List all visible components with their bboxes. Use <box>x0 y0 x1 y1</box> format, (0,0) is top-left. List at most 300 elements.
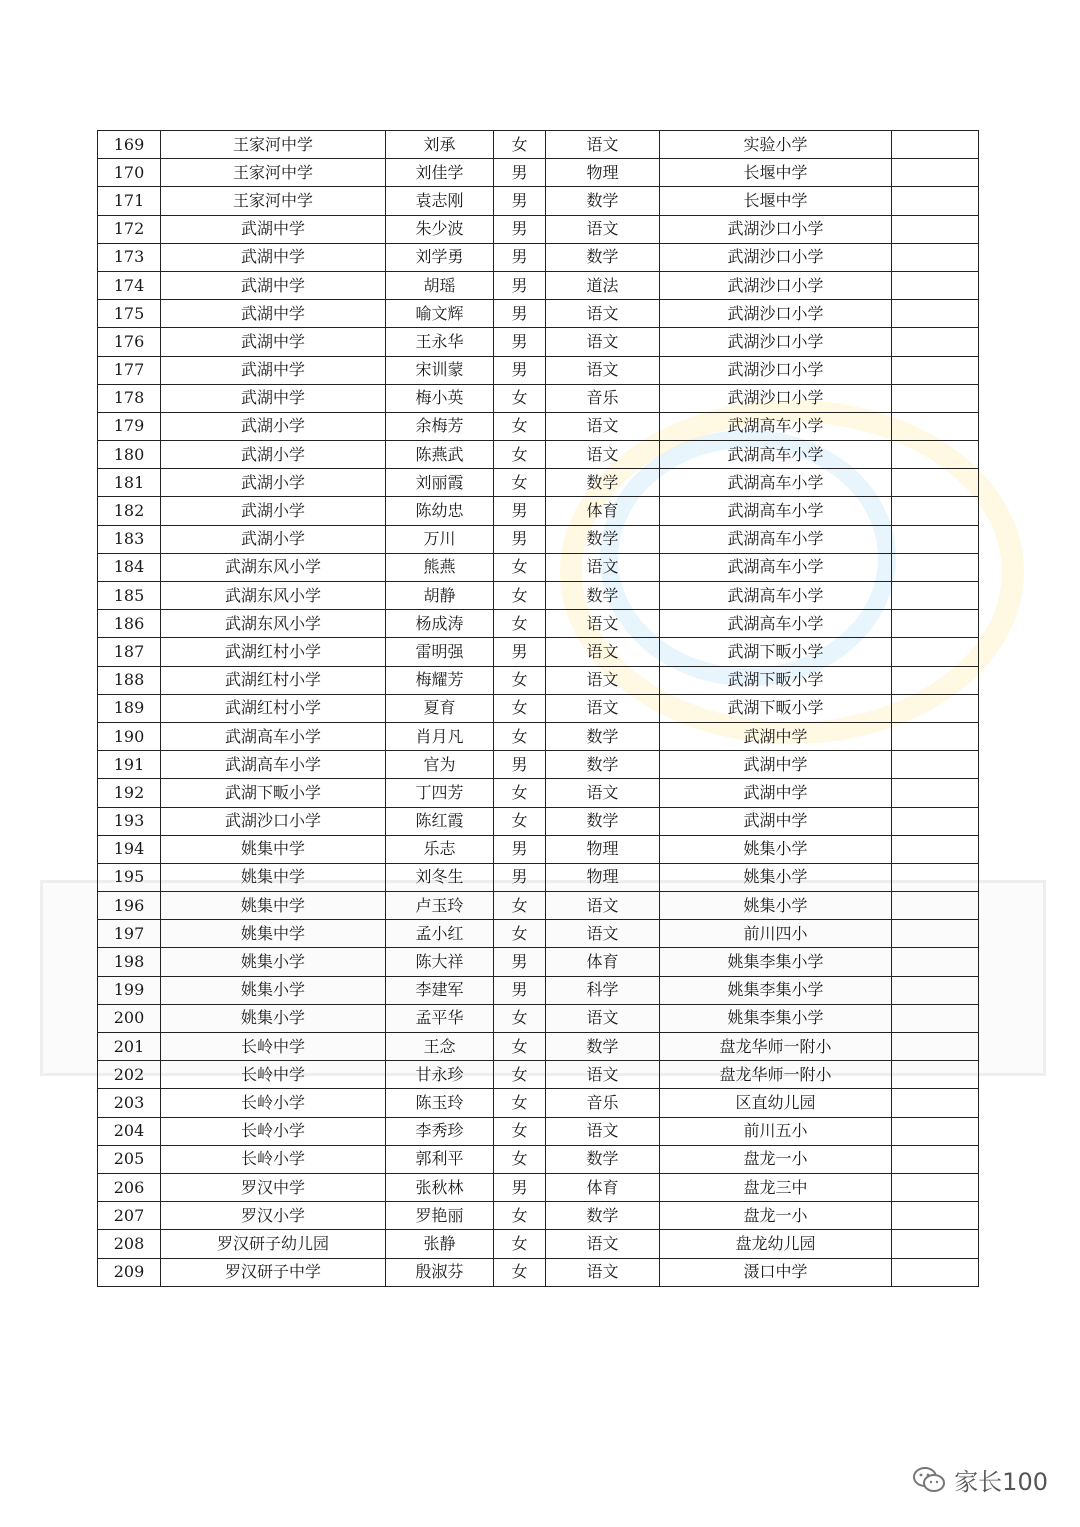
new-school-cell: 盘龙华师一附小 <box>660 1061 892 1089</box>
table-row <box>98 694 979 722</box>
remark-cell <box>892 666 979 694</box>
table-row <box>98 976 979 1004</box>
table-row <box>98 1202 979 1230</box>
new-school-cell: 武湖沙口小学 <box>660 271 892 299</box>
new-school-cell: 武湖沙口小学 <box>660 328 892 356</box>
table-row <box>98 131 979 159</box>
new-school-cell: 长堰中学 <box>660 187 892 215</box>
new-school-cell: 武湖中学 <box>660 722 892 750</box>
original-school-cell: 武湖高车小学 <box>161 722 386 750</box>
new-school-cell: 武湖高车小学 <box>660 469 892 497</box>
gender-cell: 男 <box>494 356 546 384</box>
gender-cell: 女 <box>494 131 546 159</box>
row-number-cell: 188 <box>98 666 161 694</box>
table-row <box>98 1230 979 1258</box>
subject-cell: 语文 <box>546 328 660 356</box>
table-row <box>98 920 979 948</box>
new-school-cell: 武湖沙口小学 <box>660 356 892 384</box>
original-school-cell: 长岭小学 <box>161 1089 386 1117</box>
subject-cell: 音乐 <box>546 384 660 412</box>
gender-cell: 女 <box>494 610 546 638</box>
teacher-name-cell: 张秋林 <box>386 1173 494 1201</box>
remark-cell <box>892 328 979 356</box>
original-school-cell: 武湖红村小学 <box>161 666 386 694</box>
subject-cell: 语文 <box>546 553 660 581</box>
remark-cell <box>892 1258 979 1286</box>
new-school-cell: 武湖高车小学 <box>660 610 892 638</box>
new-school-cell: 姚集小学 <box>660 863 892 891</box>
original-school-cell: 武湖小学 <box>161 412 386 440</box>
teacher-name-cell: 殷淑芬 <box>386 1258 494 1286</box>
table-row <box>98 525 979 553</box>
new-school-cell: 武湖下畈小学 <box>660 638 892 666</box>
remark-cell <box>892 412 979 440</box>
original-school-cell: 武湖中学 <box>161 328 386 356</box>
teacher-name-cell: 袁志刚 <box>386 187 494 215</box>
row-number-cell: 208 <box>98 1230 161 1258</box>
original-school-cell: 武湖中学 <box>161 300 386 328</box>
remark-cell <box>892 1033 979 1061</box>
table-row <box>98 1173 979 1201</box>
new-school-cell: 武湖下畈小学 <box>660 694 892 722</box>
gender-cell: 女 <box>494 722 546 750</box>
original-school-cell: 武湖东风小学 <box>161 553 386 581</box>
original-school-cell: 武湖东风小学 <box>161 582 386 610</box>
remark-cell <box>892 948 979 976</box>
teacher-name-cell: 郭利平 <box>386 1145 494 1173</box>
new-school-cell: 盘龙幼儿园 <box>660 1230 892 1258</box>
original-school-cell: 姚集中学 <box>161 863 386 891</box>
gender-cell: 男 <box>494 948 546 976</box>
remark-cell <box>892 863 979 891</box>
gender-cell: 男 <box>494 159 546 187</box>
remark-cell <box>892 187 979 215</box>
subject-cell: 语文 <box>546 1061 660 1089</box>
new-school-cell: 盘龙三中 <box>660 1173 892 1201</box>
original-school-cell: 姚集中学 <box>161 892 386 920</box>
table-row <box>98 300 979 328</box>
subject-cell: 音乐 <box>546 1089 660 1117</box>
table-row <box>98 638 979 666</box>
remark-cell <box>892 638 979 666</box>
gender-cell: 男 <box>494 328 546 356</box>
original-school-cell: 武湖中学 <box>161 384 386 412</box>
original-school-cell: 武湖小学 <box>161 497 386 525</box>
gender-cell: 女 <box>494 666 546 694</box>
gender-cell: 女 <box>494 694 546 722</box>
row-number-cell: 172 <box>98 215 161 243</box>
teacher-name-cell: 卢玉玲 <box>386 892 494 920</box>
table-row <box>98 1145 979 1173</box>
gender-cell: 男 <box>494 863 546 891</box>
gender-cell: 女 <box>494 582 546 610</box>
gender-cell: 女 <box>494 384 546 412</box>
original-school-cell: 王家河中学 <box>161 187 386 215</box>
table-row <box>98 1061 979 1089</box>
new-school-cell: 武湖高车小学 <box>660 582 892 610</box>
row-number-cell: 186 <box>98 610 161 638</box>
remark-cell <box>892 553 979 581</box>
original-school-cell: 武湖中学 <box>161 243 386 271</box>
table-row <box>98 356 979 384</box>
teacher-name-cell: 熊燕 <box>386 553 494 581</box>
original-school-cell: 武湖下畈小学 <box>161 779 386 807</box>
teacher-name-cell: 梅小英 <box>386 384 494 412</box>
table-row <box>98 948 979 976</box>
remark-cell <box>892 497 979 525</box>
subject-cell: 数学 <box>546 469 660 497</box>
new-school-cell: 武湖高车小学 <box>660 553 892 581</box>
table-row <box>98 751 979 779</box>
original-school-cell: 姚集小学 <box>161 948 386 976</box>
staff-transfer-table <box>97 130 979 1287</box>
row-number-cell: 201 <box>98 1033 161 1061</box>
gender-cell: 女 <box>494 920 546 948</box>
new-school-cell: 武湖中学 <box>660 779 892 807</box>
new-school-cell: 盘龙一小 <box>660 1202 892 1230</box>
subject-cell: 语文 <box>546 694 660 722</box>
teacher-name-cell: 孟平华 <box>386 1004 494 1032</box>
remark-cell <box>892 356 979 384</box>
subject-cell: 语文 <box>546 300 660 328</box>
table-row <box>98 497 979 525</box>
table-row <box>98 863 979 891</box>
remark-cell <box>892 215 979 243</box>
gender-cell: 女 <box>494 1202 546 1230</box>
gender-cell: 男 <box>494 751 546 779</box>
original-school-cell: 武湖小学 <box>161 441 386 469</box>
original-school-cell: 武湖红村小学 <box>161 638 386 666</box>
subject-cell: 数学 <box>546 187 660 215</box>
remark-cell <box>892 892 979 920</box>
new-school-cell: 姚集小学 <box>660 835 892 863</box>
teacher-name-cell: 李秀珍 <box>386 1117 494 1145</box>
new-school-cell: 武湖高车小学 <box>660 441 892 469</box>
remark-cell <box>892 976 979 1004</box>
teacher-name-cell: 丁四芳 <box>386 779 494 807</box>
teacher-name-cell: 刘承 <box>386 131 494 159</box>
new-school-cell: 武湖高车小学 <box>660 412 892 440</box>
row-number-cell: 209 <box>98 1258 161 1286</box>
subject-cell: 语文 <box>546 1004 660 1032</box>
row-number-cell: 200 <box>98 1004 161 1032</box>
original-school-cell: 姚集中学 <box>161 835 386 863</box>
row-number-cell: 198 <box>98 948 161 976</box>
new-school-cell: 前川五小 <box>660 1117 892 1145</box>
teacher-name-cell: 朱少波 <box>386 215 494 243</box>
row-number-cell: 190 <box>98 722 161 750</box>
subject-cell: 数学 <box>546 751 660 779</box>
row-number-cell: 181 <box>98 469 161 497</box>
gender-cell: 女 <box>494 1117 546 1145</box>
original-school-cell: 王家河中学 <box>161 131 386 159</box>
table-row <box>98 610 979 638</box>
remark-cell <box>892 807 979 835</box>
table-row <box>98 384 979 412</box>
remark-cell <box>892 1145 979 1173</box>
row-number-cell: 202 <box>98 1061 161 1089</box>
original-school-cell: 武湖小学 <box>161 469 386 497</box>
subject-cell: 物理 <box>546 863 660 891</box>
row-number-cell: 171 <box>98 187 161 215</box>
gender-cell: 男 <box>494 497 546 525</box>
teacher-name-cell: 夏育 <box>386 694 494 722</box>
gender-cell: 男 <box>494 976 546 1004</box>
gender-cell: 女 <box>494 469 546 497</box>
new-school-cell: 盘龙一小 <box>660 1145 892 1173</box>
original-school-cell: 武湖红村小学 <box>161 694 386 722</box>
teacher-name-cell: 肖月凡 <box>386 722 494 750</box>
new-school-cell: 实验小学 <box>660 131 892 159</box>
original-school-cell: 武湖东风小学 <box>161 610 386 638</box>
new-school-cell: 姚集李集小学 <box>660 976 892 1004</box>
teacher-name-cell: 陈幼忠 <box>386 497 494 525</box>
row-number-cell: 199 <box>98 976 161 1004</box>
remark-cell <box>892 920 979 948</box>
remark-cell <box>892 1230 979 1258</box>
table-row <box>98 892 979 920</box>
row-number-cell: 174 <box>98 271 161 299</box>
subject-cell: 语文 <box>546 892 660 920</box>
remark-cell <box>892 779 979 807</box>
original-school-cell: 长岭中学 <box>161 1061 386 1089</box>
original-school-cell: 罗汉研子中学 <box>161 1258 386 1286</box>
new-school-cell: 武湖沙口小学 <box>660 215 892 243</box>
table-row <box>98 1004 979 1032</box>
gender-cell: 女 <box>494 553 546 581</box>
original-school-cell: 姚集中学 <box>161 920 386 948</box>
table-row <box>98 779 979 807</box>
teacher-name-cell: 胡瑶 <box>386 271 494 299</box>
original-school-cell: 长岭小学 <box>161 1117 386 1145</box>
subject-cell: 语文 <box>546 215 660 243</box>
teacher-name-cell: 乐志 <box>386 835 494 863</box>
teacher-name-cell: 李建军 <box>386 976 494 1004</box>
teacher-name-cell: 刘丽霞 <box>386 469 494 497</box>
gender-cell: 女 <box>494 892 546 920</box>
gender-cell: 女 <box>494 807 546 835</box>
row-number-cell: 204 <box>98 1117 161 1145</box>
new-school-cell: 武湖高车小学 <box>660 525 892 553</box>
gender-cell: 男 <box>494 835 546 863</box>
subject-cell: 语文 <box>546 1258 660 1286</box>
subject-cell: 体育 <box>546 497 660 525</box>
original-school-cell: 罗汉研子幼儿园 <box>161 1230 386 1258</box>
row-number-cell: 195 <box>98 863 161 891</box>
subject-cell: 数学 <box>546 1145 660 1173</box>
row-number-cell: 180 <box>98 441 161 469</box>
row-number-cell: 177 <box>98 356 161 384</box>
gender-cell: 男 <box>494 525 546 553</box>
row-number-cell: 169 <box>98 131 161 159</box>
table-row <box>98 271 979 299</box>
subject-cell: 语文 <box>546 412 660 440</box>
table-row <box>98 835 979 863</box>
row-number-cell: 170 <box>98 159 161 187</box>
subject-cell: 科学 <box>546 976 660 1004</box>
remark-cell <box>892 694 979 722</box>
row-number-cell: 205 <box>98 1145 161 1173</box>
gender-cell: 女 <box>494 1004 546 1032</box>
remark-cell <box>892 525 979 553</box>
row-number-cell: 189 <box>98 694 161 722</box>
table-row <box>98 807 979 835</box>
gender-cell: 男 <box>494 243 546 271</box>
row-number-cell: 179 <box>98 412 161 440</box>
subject-cell: 数学 <box>546 1033 660 1061</box>
subject-cell: 语文 <box>546 1117 660 1145</box>
table-row <box>98 666 979 694</box>
gender-cell: 女 <box>494 441 546 469</box>
remark-cell <box>892 1004 979 1032</box>
gender-cell: 女 <box>494 1061 546 1089</box>
remark-cell <box>892 469 979 497</box>
original-school-cell: 武湖中学 <box>161 356 386 384</box>
table-row <box>98 328 979 356</box>
teacher-name-cell: 刘冬生 <box>386 863 494 891</box>
table-row <box>98 582 979 610</box>
teacher-name-cell: 王永华 <box>386 328 494 356</box>
row-number-cell: 182 <box>98 497 161 525</box>
teacher-name-cell: 杨成涛 <box>386 610 494 638</box>
subject-cell: 数学 <box>546 807 660 835</box>
new-school-cell: 盘龙华师一附小 <box>660 1033 892 1061</box>
new-school-cell: 姚集李集小学 <box>660 948 892 976</box>
original-school-cell: 武湖小学 <box>161 525 386 553</box>
teacher-name-cell: 张静 <box>386 1230 494 1258</box>
gender-cell: 女 <box>494 779 546 807</box>
remark-cell <box>892 1089 979 1117</box>
gender-cell: 男 <box>494 638 546 666</box>
table-row <box>98 187 979 215</box>
row-number-cell: 191 <box>98 751 161 779</box>
row-number-cell: 173 <box>98 243 161 271</box>
subject-cell: 数学 <box>546 582 660 610</box>
teacher-name-cell: 刘佳学 <box>386 159 494 187</box>
row-number-cell: 203 <box>98 1089 161 1117</box>
row-number-cell: 194 <box>98 835 161 863</box>
remark-cell <box>892 610 979 638</box>
subject-cell: 语文 <box>546 441 660 469</box>
teacher-name-cell: 陈燕武 <box>386 441 494 469</box>
teacher-name-cell: 胡静 <box>386 582 494 610</box>
teacher-name-cell: 陈红霞 <box>386 807 494 835</box>
teacher-name-cell: 刘学勇 <box>386 243 494 271</box>
subject-cell: 体育 <box>546 948 660 976</box>
new-school-cell: 武湖下畈小学 <box>660 666 892 694</box>
row-number-cell: 196 <box>98 892 161 920</box>
table-row <box>98 553 979 581</box>
remark-cell <box>892 835 979 863</box>
original-school-cell: 武湖中学 <box>161 271 386 299</box>
original-school-cell: 姚集小学 <box>161 1004 386 1032</box>
table-row <box>98 159 979 187</box>
original-school-cell: 长岭小学 <box>161 1145 386 1173</box>
remark-cell <box>892 1061 979 1089</box>
row-number-cell: 193 <box>98 807 161 835</box>
row-number-cell: 185 <box>98 582 161 610</box>
teacher-name-cell: 孟小红 <box>386 920 494 948</box>
table-row <box>98 1089 979 1117</box>
wechat-icon <box>912 1466 946 1494</box>
new-school-cell: 武湖沙口小学 <box>660 243 892 271</box>
remark-cell <box>892 271 979 299</box>
footer-brand <box>912 1462 1048 1497</box>
original-school-cell: 长岭中学 <box>161 1033 386 1061</box>
row-number-cell: 175 <box>98 300 161 328</box>
teacher-name-cell: 陈玉玲 <box>386 1089 494 1117</box>
remark-cell <box>892 300 979 328</box>
subject-cell: 语文 <box>546 666 660 694</box>
remark-cell <box>892 1173 979 1201</box>
teacher-name-cell: 梅耀芳 <box>386 666 494 694</box>
gender-cell: 男 <box>494 271 546 299</box>
original-school-cell: 王家河中学 <box>161 159 386 187</box>
subject-cell: 语文 <box>546 779 660 807</box>
teacher-name-cell: 宋训蒙 <box>386 356 494 384</box>
row-number-cell: 176 <box>98 328 161 356</box>
subject-cell: 物理 <box>546 159 660 187</box>
subject-cell: 道法 <box>546 271 660 299</box>
row-number-cell: 187 <box>98 638 161 666</box>
new-school-cell: 区直幼儿园 <box>660 1089 892 1117</box>
gender-cell: 女 <box>494 1145 546 1173</box>
new-school-cell: 武湖中学 <box>660 807 892 835</box>
table-row <box>98 243 979 271</box>
subject-cell: 数学 <box>546 1202 660 1230</box>
teacher-name-cell: 罗艳丽 <box>386 1202 494 1230</box>
table-row <box>98 722 979 750</box>
original-school-cell: 武湖高车小学 <box>161 751 386 779</box>
remark-cell <box>892 243 979 271</box>
table-row <box>98 215 979 243</box>
subject-cell: 语文 <box>546 1230 660 1258</box>
table-row <box>98 441 979 469</box>
gender-cell: 女 <box>494 1230 546 1258</box>
row-number-cell: 184 <box>98 553 161 581</box>
remark-cell <box>892 131 979 159</box>
new-school-cell: 前川四小 <box>660 920 892 948</box>
gender-cell: 男 <box>494 1173 546 1201</box>
gender-cell: 女 <box>494 1089 546 1117</box>
subject-cell: 语文 <box>546 638 660 666</box>
gender-cell: 女 <box>494 1258 546 1286</box>
table-body <box>98 131 979 1287</box>
subject-cell: 语文 <box>546 920 660 948</box>
teacher-name-cell: 雷明强 <box>386 638 494 666</box>
remark-cell <box>892 384 979 412</box>
row-number-cell: 207 <box>98 1202 161 1230</box>
row-number-cell: 183 <box>98 525 161 553</box>
gender-cell: 男 <box>494 215 546 243</box>
subject-cell: 数学 <box>546 243 660 271</box>
teacher-name-cell: 万川 <box>386 525 494 553</box>
teacher-name-cell: 甘永珍 <box>386 1061 494 1089</box>
teacher-name-cell: 官为 <box>386 751 494 779</box>
new-school-cell: 武湖沙口小学 <box>660 300 892 328</box>
new-school-cell: 滠口中学 <box>660 1258 892 1286</box>
original-school-cell: 姚集小学 <box>161 976 386 1004</box>
remark-cell <box>892 722 979 750</box>
new-school-cell: 武湖高车小学 <box>660 497 892 525</box>
subject-cell: 物理 <box>546 835 660 863</box>
teacher-name-cell: 王念 <box>386 1033 494 1061</box>
teacher-name-cell: 余梅芳 <box>386 412 494 440</box>
remark-cell <box>892 582 979 610</box>
row-number-cell: 178 <box>98 384 161 412</box>
table-row <box>98 1258 979 1286</box>
subject-cell: 语文 <box>546 131 660 159</box>
